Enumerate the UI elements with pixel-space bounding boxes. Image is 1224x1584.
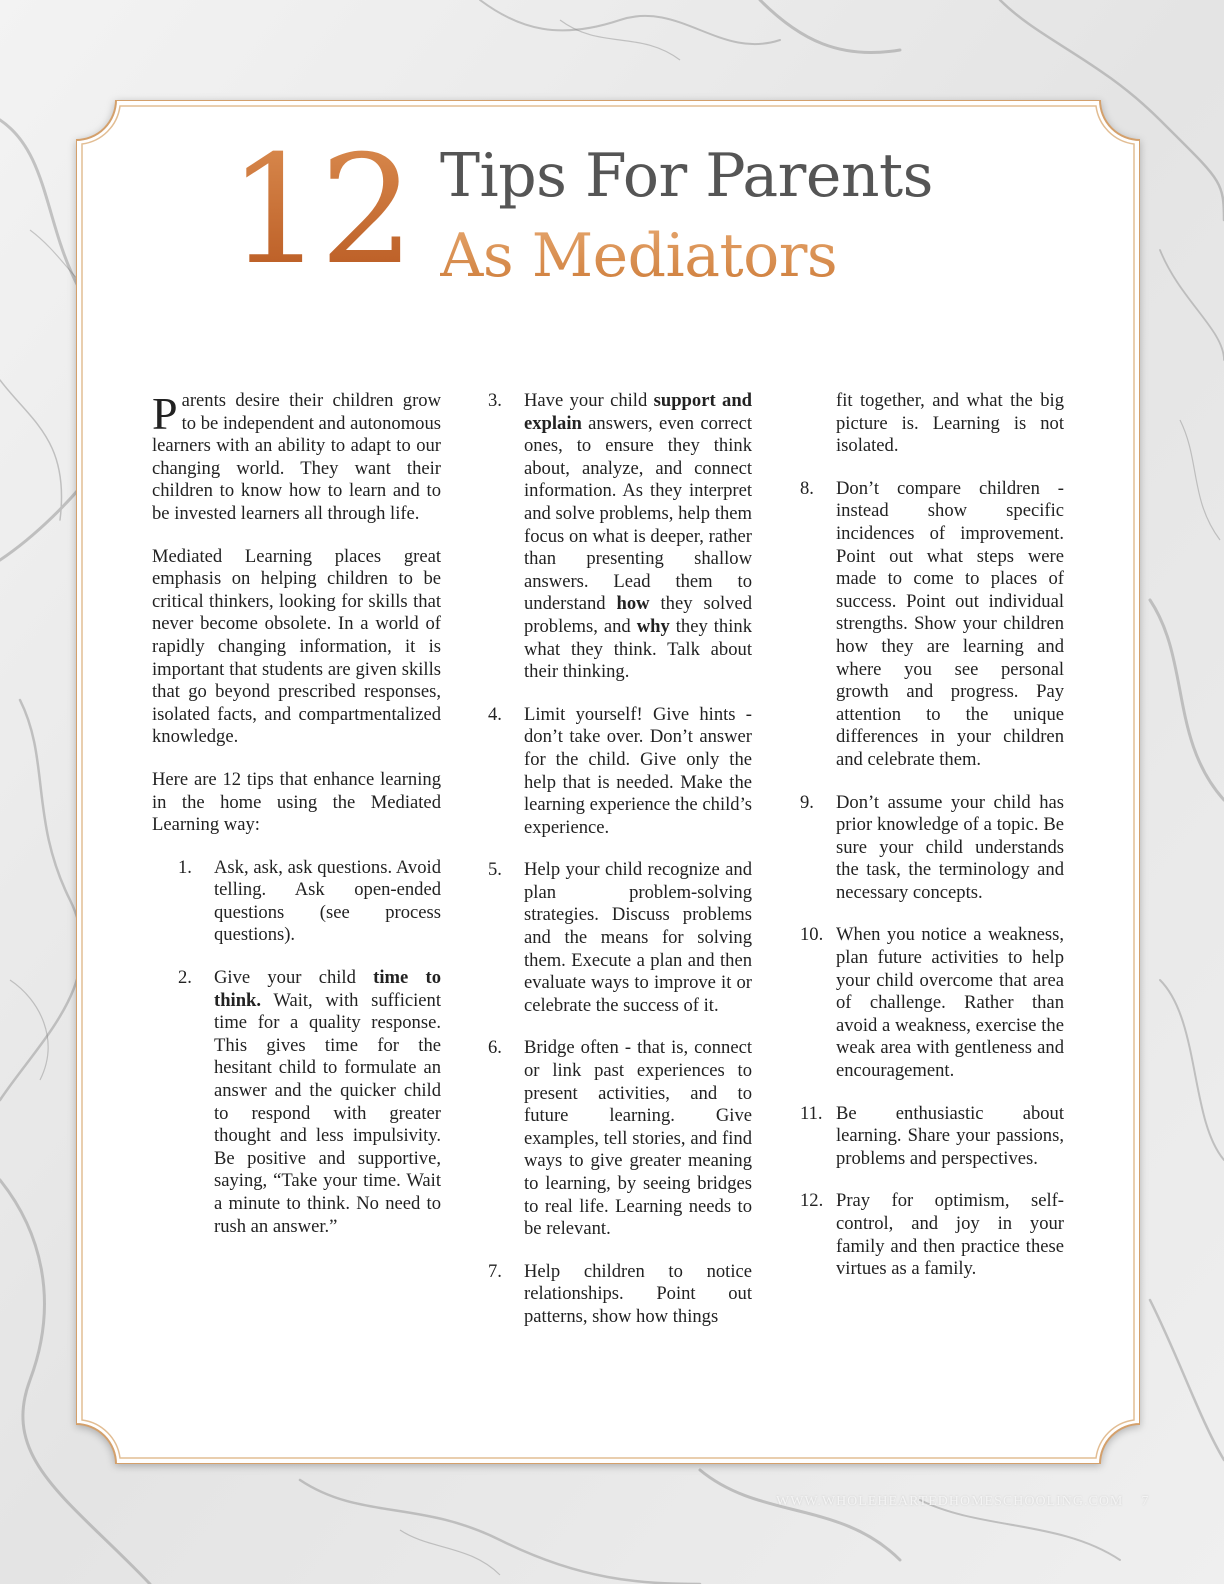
column-1 xyxy=(152,390,441,1258)
drop-cap: P xyxy=(152,388,178,439)
tip-text: Be enthusiastic about learning. Share your passions, problems and perspectives. xyxy=(836,1102,1064,1169)
tip-4 xyxy=(488,704,752,840)
tip-text: Have your child support and explain answers, even correct ones, to ensure they think about, analyze, and connect information. As they interpret and solve problems, help them focus on what is deeper, rather than presenting shallow answers. Lead them to understand how they solved problems, and why they think what they think. Talk about their thinking. xyxy=(524,390,753,683)
tip-8 xyxy=(800,478,1064,772)
column-2 xyxy=(488,390,752,1349)
tip-number: 8. xyxy=(800,477,814,499)
tip-6 xyxy=(488,1037,752,1240)
tip-text: Help children to notice relationships. Point out patterns, show how things xyxy=(524,1260,752,1327)
tip-number: 4. xyxy=(488,703,502,725)
website-link[interactable]: WWW.WHOLEHEARTEDHOMESCHOOLING.COM xyxy=(776,1494,1124,1509)
tip-10 xyxy=(800,924,1064,1082)
tip-12 xyxy=(800,1190,1064,1280)
tip-text: Pray for optimism, self-control, and joy in your family and then practice these virtues as a family. xyxy=(836,1190,1064,1280)
tip-text: Don’t compare children - instead show specific incidences of improvement. Point out what steps were made to come to places of success. Point out individual strengths. Show your children how they are learning and where you see personal growth and progress. Pay attention to the unique differences in your children and celebrate them. xyxy=(836,477,1064,770)
tip-number: 11. xyxy=(800,1102,823,1124)
tip-text: When you notice a weakness, plan future activities to help your child overcome that area of challenge. Rather than avoid a weakness, exercise the weak area with gentleness and encouragement. xyxy=(836,924,1064,1082)
tip-11 xyxy=(800,1103,1064,1171)
column-3 xyxy=(800,390,1064,1301)
intro-paragraph-2: Mediated Learning places great emphasis on helping children to be critical thinkers, looking for skills that never become obsolete. In a world of rapidly changing information, it is important that students are given skills that go beyond prescribed responses, isolated facts, and compartmentalized knowledge. xyxy=(152,545,441,748)
intro-paragraph-3: Here are 12 tips that enhance learning in the home using the Mediated Learning way: xyxy=(152,768,441,836)
tip-7 xyxy=(488,1261,752,1329)
tip-number: 6. xyxy=(488,1037,502,1059)
tip-3 xyxy=(488,390,752,684)
title-number: 12 xyxy=(228,124,411,298)
tip-7-continued: fit together, and what the big picture is. Learning is not isolated. xyxy=(836,390,1064,457)
tip-2 xyxy=(178,967,441,1238)
tip-number: 9. xyxy=(800,791,814,813)
tip-text: Limit yourself! Give hints - don’t take over. Don’t answer for the child. Give only the help that is needed. Make the learning experience the child’s experience. xyxy=(524,703,752,838)
tip-number: 12. xyxy=(800,1190,824,1212)
tip-text: Ask, ask, ask questions. Avoid telling. Ask open-ended questions (see process questions). xyxy=(214,856,441,946)
page-number: 7 xyxy=(1141,1494,1150,1509)
tip-number: 3. xyxy=(488,390,502,411)
title-line-1: Tips For Parents xyxy=(440,141,933,211)
tip-number: 1. xyxy=(178,856,192,878)
intro-paragraph-1-text: arents desire their children grow to be independent and autonomous learners with an ability to adapt to our changing world. They want their children to know how to learn and to be invested learners all through life. xyxy=(152,390,441,524)
tip-text: Help your child recognize and plan problem-solving strategies. Discuss problems and the means for solving them. Execute a plan and then evaluate ways to improve it or celebrate the success of it. xyxy=(524,859,752,1016)
tip-text: Don’t assume your child has prior knowledge of a topic. Be sure your child understands the task, the terminology and necessary concepts. xyxy=(836,791,1064,903)
tip-number: 7. xyxy=(488,1260,502,1282)
tip-1 xyxy=(178,857,441,947)
tip-text: Bridge often - that is, connect or link past experiences to present activities, and to future learning. Give examples, tell stories, and find ways to give greater meaning to learning, by seeing bridges to real life. Learning needs to be relevant. xyxy=(524,1037,752,1240)
intro-paragraph-1 xyxy=(152,390,441,526)
tip-text: Give your child time to think. Wait, with sufficient time for a quality response. This gives time for the hesitant child to formulate an answer and the quicker child to respond with greater thought and less impulsivity. Be positive and supportive, saying, “Take your time. Wait a minute to think. No need to rush an answer.” xyxy=(214,967,441,1237)
tip-5 xyxy=(488,859,752,1017)
title-line-2: As Mediators xyxy=(440,221,838,291)
tip-9 xyxy=(800,792,1064,905)
tip-number: 5. xyxy=(488,859,502,881)
tip-number: 2. xyxy=(178,967,192,989)
tip-number: 10. xyxy=(800,924,824,946)
page-footer xyxy=(776,1494,1149,1510)
